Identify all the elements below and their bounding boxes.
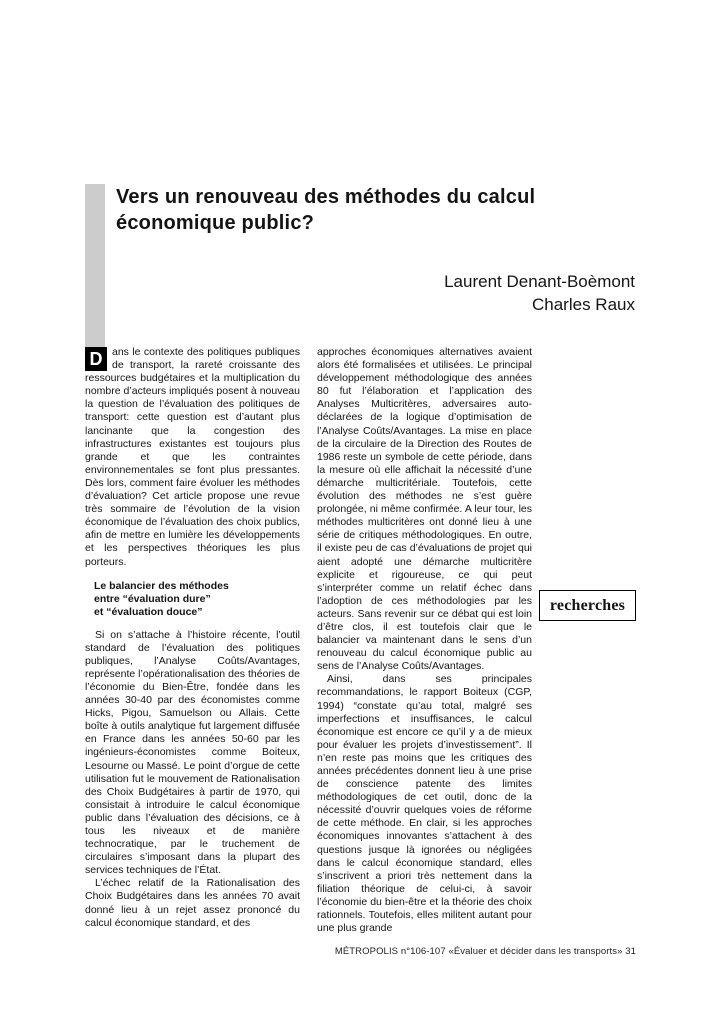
author-name-1: Laurent Denant-Boèmont xyxy=(444,272,635,291)
paragraph-intro xyxy=(85,346,300,569)
author-name-2: Charles Raux xyxy=(532,295,635,314)
recherches-label-box xyxy=(539,590,636,621)
section-heading xyxy=(85,580,300,619)
paragraph: Si on s’attache à l’histoire récente, l’outil standard de l’évaluation des politiques publiques, l’Analyse Coûts/Avantages, représente l’opérationalisation des théories de l’économie du Bien-Être, fondée dans les années 30-40 par des économistes comme Hicks, Pigou, Samuelson ou Allais. Cette boîte à outils analytique fut largement diffusée en France dans les années 50-60 par les ingénieurs-économistes comme Boiteux, Lesourne ou Massé. Le point d’orgue de cette utilisation fut le mouvement de Rationalisation des Choix Budgétaires à partir de 1970, qui consistait à introduire le calcul économique public dans l’évaluation des décisions, ce à tous les niveaux et de manière technocratique, par le truchement de circulaires s’imposant dans la plupart des services techniques de l’État. xyxy=(85,628,300,877)
paragraph-intro-text: ans le contexte des politiques publiques de transport, la rareté croissante des ressources budgétaires et la multiplication du nombre d’acteurs impliqués posent à nouveau la question de l’évaluation des politiques de transport: cette question est d’autant plus lancinante que la congestion des infrastructures existantes est toujours plus grande et que les contraintes environnementales se font plus pressantes. Dès lors, comment faire évoluer les méthodes d’évaluation? Cet article propose une revue très sommaire de l’évolution de la vision économique de l’évaluation des choix publics, afin de mettre en lumière les développements et les perspectives théoriques les plus porteurs. xyxy=(85,346,300,568)
dropcap-d: D xyxy=(85,347,107,371)
section-heading-line-2: entre “évaluation dure” xyxy=(94,592,211,605)
paragraph: approches économiques alternatives avaient alors été formalisées et utilisées. Le principal développement méthodologique des années 80 fut l’élaboration et l’application des Analyses Multicritères, adversaires auto-déclarées de la logique d’optimisation de l’Analyse Coûts/Avantages. La mise en place de la circulaire de la Direction des Routes de 1986 reste un symbole de cette période, dans la mesure où elle affichait la nécessité d’une démarche multicritériale. Toutefois, cette évolution des méthodes ne s’est guère prolongée, ni même confirmée. A leur tour, les méthodes multicritères ont donné lieu à une série de critiques méthodologiques. En outre, il existe peu de cas d’évaluations de projet qui aient adopté une démarche multicritère explicite et rigoureuse, ce qui peut s’interpréter comme un relatif échec dans l’adoption de ces méthodologies par les acteurs. Sans revenir sur ce débat qui est loin d’être clos, il est toutefois clair que le balancier va maintenant dans le sens d’un renouveau du calcul économique public au sens de l’Analyse Coûts/Avantages. xyxy=(317,346,532,673)
authors-block xyxy=(444,270,635,316)
paragraph: L’échec relatif de la Rationalisation des Choix Budgétaires dans les années 70 avait donné lieu à un rejet assez prononcé du calcul économique standard, et des xyxy=(85,877,300,929)
article-body xyxy=(85,346,532,935)
page-title-line-1: Vers un renouveau des méthodes du calcul xyxy=(116,186,536,208)
title-accent-bar xyxy=(85,184,105,347)
section-heading-line-1: Le balancier des méthodes xyxy=(94,579,229,592)
paragraph: Ainsi, dans ses principales recommandations, le rapport Boiteux (CGP, 1994) “constate qu’au total, malgré ses imperfections et insuffisances, le calcul économique est encore ce qu’il y a de mieux pour évaluer les projets d’investissement”. Il n’en reste pas moins que les critiques des années précédentes donnent lieu à une prise de conscience patente des limites méthodologiques de cet outil, donc de la nécessité d’ouvrir quelques voies de réforme de cette méthode. En clair, si les approches économiques innovantes s’attachent à des questions jusque là ignorées ou négligées dans le calcul économique standard, elles s’inscrivent a priori très nettement dans la filiation théorique de celui-ci, à savoir l’économie du bien-être et la théorie des choix rationnels. Toutefois, elles militent autant pour une plus grande xyxy=(317,673,532,935)
section-heading-line-3: et “évaluation douce” xyxy=(94,605,203,618)
column-right xyxy=(317,346,532,935)
page-title xyxy=(116,184,621,236)
page-footer: MÉTROPOLIS n°106-107 «Évaluer et décider dans les transports» 31 xyxy=(334,946,636,957)
column-left xyxy=(85,346,300,935)
recherches-label: recherches xyxy=(549,596,626,614)
page-title-line-2: économique public? xyxy=(116,212,315,234)
